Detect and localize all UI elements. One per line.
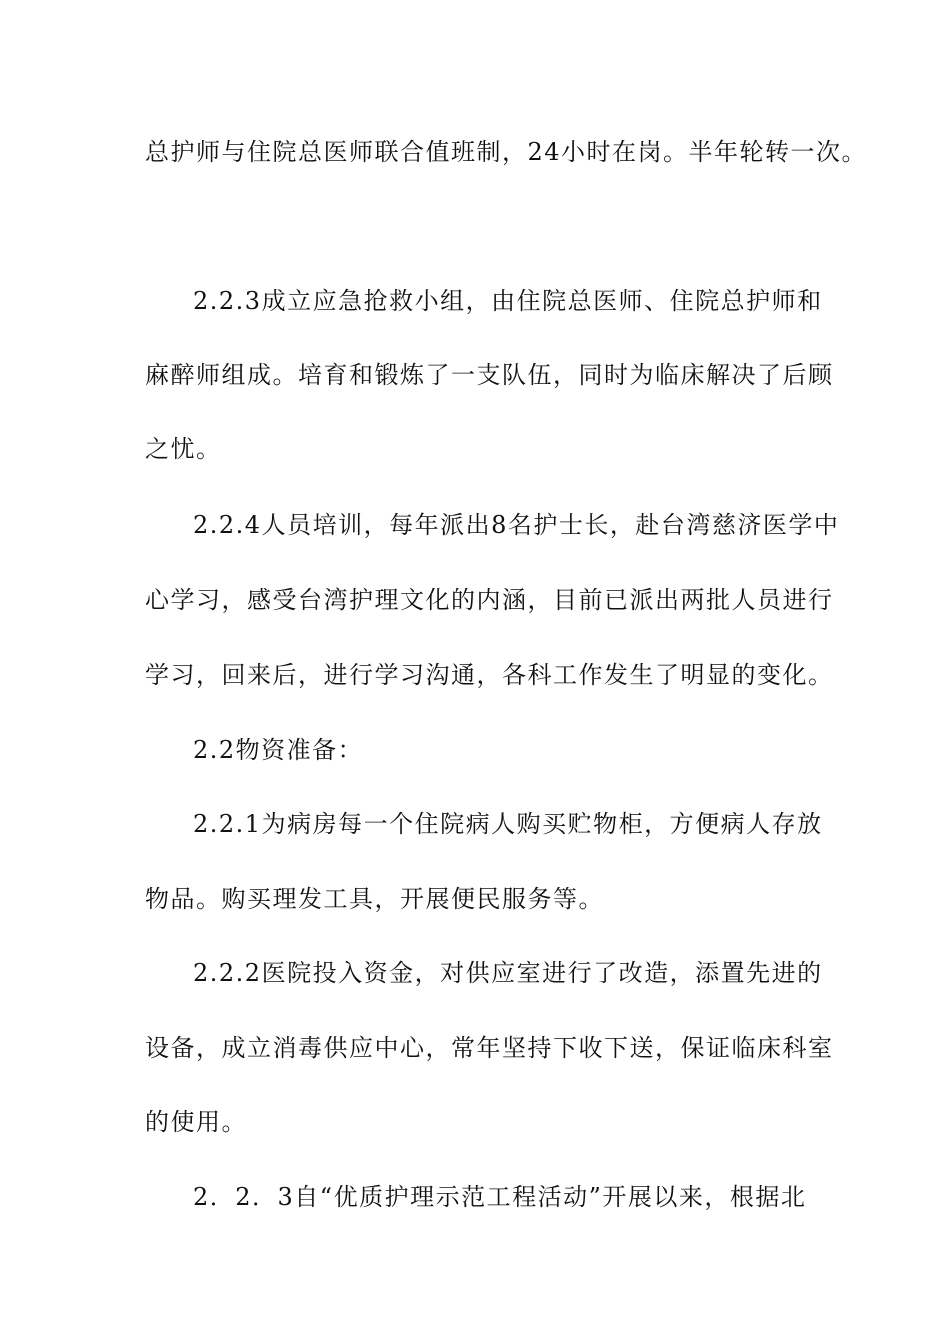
text-line: 设备，成立消毒供应中心，常年坚持下收下送，保证临床科室 — [145, 1034, 834, 1062]
text-line: 2．2．3自“优质护理示范工程活动”开展以来，根据北 — [193, 1183, 807, 1211]
text-line: 学习，回来后，进行学习沟通，各科工作发生了明显的变化。 — [145, 661, 834, 689]
text-line: 物品。购买理发工具，开展便民服务等。 — [145, 885, 604, 913]
section-heading: 2.2物资准备： — [193, 736, 364, 764]
text-line: 麻醉师组成。培育和锻炼了一支队伍，同时为临床解决了后顾 — [145, 361, 834, 389]
text-line: 2.2.3成立应急抢救小组，由住院总医师、住院总护师和 — [193, 287, 823, 315]
text-line: 之忧。 — [145, 435, 222, 463]
text-line: 心学习，感受台湾护理文化的内涵，目前已派出两批人员进行 — [145, 586, 834, 614]
text-line: 总护师与住院总医师联合值班制，24小时在岗。半年轮转一次。 — [145, 138, 868, 166]
text-line: 2.2.4人员培训，每年派出8名护士长，赴台湾慈济医学中 — [193, 511, 840, 539]
text-line: 的使用。 — [145, 1108, 247, 1136]
text-line: 2.2.2医院投入资金，对供应室进行了改造，添置先进的 — [193, 959, 823, 987]
text-line: 2.2.1为病房每一个住院病人购买贮物柜，方便病人存放 — [193, 810, 823, 838]
